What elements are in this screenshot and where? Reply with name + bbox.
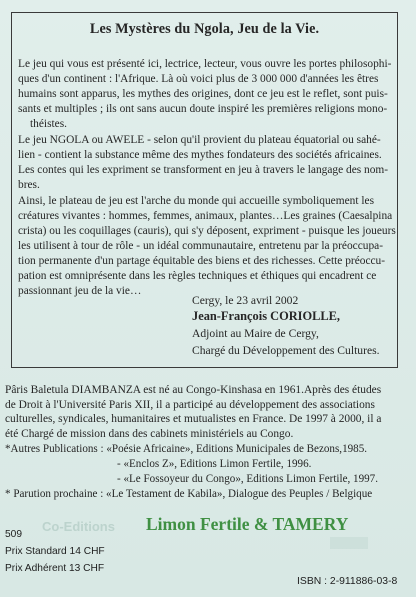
preface-paragraph-1 <box>18 57 392 132</box>
preface-paragraph-3 <box>18 194 396 299</box>
text-line: Le jeu NGOLA ou AWELE - selon qu'il provient du plateau équatorial ou sahé- <box>18 134 381 146</box>
text-line: crista) ou les coquillages (cauris), qui s'y déposent, expriment - puisque les joueurs <box>18 225 396 237</box>
text-line: de Droit à l'Université Paris XII, il a participé au développement des associations <box>5 398 375 411</box>
author-bio <box>5 383 409 441</box>
text-line: créatures vivantes : hommes, femmes, animaux, plantes…Les graines (Caesalpina <box>18 210 393 222</box>
text-line: Pâris Baletula DIAMBANZA est né au Congo-Kinshasa en 1961.Après des études <box>5 384 382 396</box>
preface-title: Les Mystères du Ngola, Jeu de la Vie. <box>89 21 320 37</box>
text-line: Ainsi, le plateau de jeu est l'arche du monde qui accueille symboliquement les <box>18 195 375 207</box>
text-line: passionnant jeu de la vie… <box>18 285 142 297</box>
isbn: ISBN : 2-911886-03-8 <box>297 576 398 587</box>
signature-name: Jean-François CORIOLLE, <box>192 309 341 323</box>
text-line: sants et multiples ; ils ont sans aucun doute inspiré les premières religions mono- <box>18 103 388 115</box>
text-line: les utilisent à tour de rôle - un idéal communautaire, entretenu par la préoccupa- <box>18 240 383 252</box>
price-member: Prix Adhérent 13 CHF <box>5 563 105 574</box>
text-line: culturelles, syndicales, humanitaires et mutualistes en France. De 1997 à 2000, il a <box>5 413 382 425</box>
catalog-code: 509 <box>5 529 22 540</box>
publications-line-3: - «Le Fossoyeur du Congo», Editions Limon Fertile, 1997. <box>117 473 378 485</box>
text-line: Les contes qui les expriment se transforment en jeu à travers le langage des nom- <box>18 164 389 176</box>
text-line: pation est omniprésente dans les règles techniques et éthiques qui encadrent ce <box>18 270 377 282</box>
text-line: Le jeu qui vous est présenté ici, lectrice, lecteur, vous ouvre les portes philosophi- <box>18 58 392 70</box>
faded-mark <box>330 537 368 549</box>
text-line: théistes. <box>30 118 68 130</box>
text-line: ques d'un continent : l'Afrique. Là où voici plus de 3 000 000 d'années les êtres <box>18 73 379 85</box>
publications-line-2: - «Enclos Z», Editions Limon Fertile, 1996. <box>117 458 312 470</box>
signature-role-1: Adjoint au Maire de Cergy, <box>192 327 319 340</box>
preface-paragraph-2 <box>18 133 392 193</box>
text-line: bres. <box>18 179 40 191</box>
text-line: lien - contient la substance même des mythes fondateurs des sociétés africaines. <box>18 149 382 161</box>
publications-line-1: *Autres Publications : «Poésie Africaine», Editions Municipales de Bezons,1985. <box>5 443 368 455</box>
signature-place-date: Cergy, le 23 avril 2002 <box>192 294 299 307</box>
price-standard: Prix Standard 14 CHF <box>5 546 105 557</box>
text-line: tion permanente d'un partage équitable des biens et des richesses. Cette préoccu- <box>18 255 386 267</box>
text-line: été Chargé de mission dans des cabinets ministériels au Congo. <box>5 427 294 440</box>
text-line: humains sont apparus, les mythes des origines, dont ce jeu est le reflet, sont puis- <box>18 88 388 100</box>
signature-role-2: Chargé du Développement des Cultures. <box>192 344 380 357</box>
co-editions-label: Co-Editions <box>42 519 115 534</box>
preface-box <box>11 12 398 368</box>
upcoming-publication: * Parution prochaine : «Le Testament de Kabila», Dialogue des Peuples / Belgique <box>5 488 373 500</box>
publisher-name: Limon Fertile & TAMERY <box>146 514 349 534</box>
